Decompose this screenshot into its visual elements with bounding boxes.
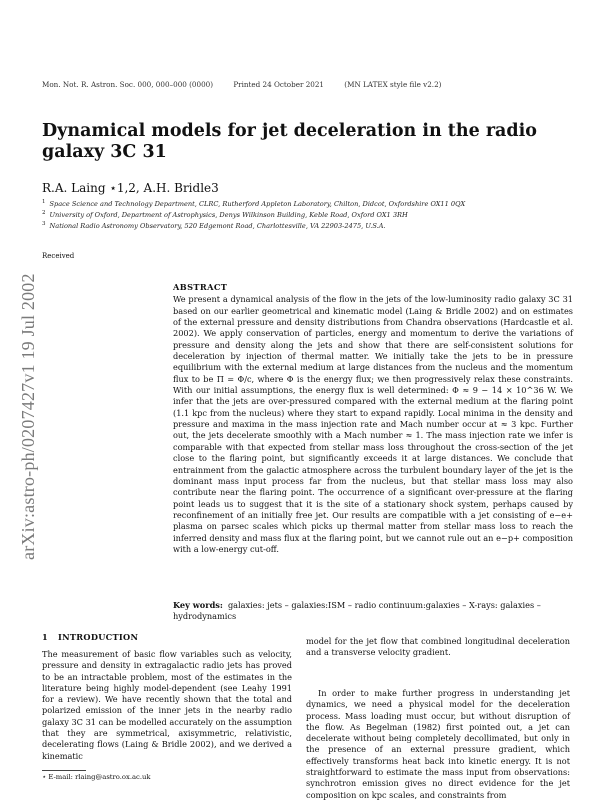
affiliation-number: 2 (42, 210, 46, 216)
intro-paragraph-1-end: model for the jet flow that combined longitudinal deceleration and a transverse velocity gradient. (306, 636, 570, 658)
section-number: 1 (42, 632, 48, 642)
author-list: R.A. Laing ⋆1,2, A.H. Bridle3 (42, 181, 219, 195)
affiliation-3 (42, 221, 386, 230)
affiliation-2 (42, 210, 408, 219)
right-column-continuation (306, 636, 570, 659)
paper-title: Dynamical models for jet deceleration in the radio galaxy 3C 31 (42, 121, 537, 162)
affiliation-text: National Radio Astronomy Observatory, 520 Edgemont Road, Charlottesville, VA 22903-2475, U.S.A. (49, 222, 386, 231)
received-line: Received (42, 252, 75, 260)
arxiv-identifier: arXiv:astro-ph/0207427v1 19 Jul 2002 (18, 273, 38, 560)
left-column (42, 649, 292, 762)
affiliation-1 (42, 199, 465, 208)
section-title: INTRODUCTION (58, 632, 139, 642)
journal-citation: Mon. Not. R. Astron. Soc. 000, 000–000 (0000) (42, 80, 214, 89)
abstract-text: We present a dynamical analysis of the flow in the jets of the low-luminosity radio galaxy 3C 31 based on our earlier geometrical and kinematic model (Laing & Bridle 2002) and on estimates of the external pressure and density distributions from Chandra observations (Hardcastle et al. 2002). We apply conservation of particles, energy and momentum to derive the variations of pressure and density along the jets and show that there are self-consistent solutions for deceleration by injection of thermal matter. We initially take the jets to be in pressure equilibrium with the external medium at large distances from the nucleus and the momentum flux to be Π = Φ/c, where Φ is the energy flux; we then progressively relax these constraints. With our initial assumptions, the energy flux is well determined: Φ ≈ 9 − 14 × 10^36 W. We infer that the jets are over-pressured compared with the external medium at the flaring point (1.1 kpc from the nucleus) where they start to expand rapidly. Local minima in the density and pressure and maxima in the mass injection rate and Mach number occur at ≈ 3 kpc. Further out, the jets decelerate smoothly with a Mach number ≈ 1. The mass injection rate we infer is comparable with that expected from stellar mass loss throughout the cross-section of the jet close to the flaring point, but significantly exceeds it at large distances. We conclude that entrainment from the galactic atmosphere across the turbulent boundary layer of the jet is the dominant mass input process far from the nucleus, but that stellar mass loss may also contribute near the flaring point. The occurrence of a significant over-pressure at the flaring point leads us to suggest that it is the site of a stationary shock system, perhaps caused by reconfinement of an initially free jet. Our results are compatible with a jet consisting of e−e+ plasma on parsec scales which picks up thermal matter from stellar mass loss to reach the inferred density and mass flux at the flaring point, but we cannot rule out an e−p+ composition with a low-energy cut-off. (173, 294, 573, 554)
affiliation-text: Space Science and Technology Department, CLRC, Rutherford Appleton Laboratory, Chilton, Didcot, Oxfordshire OX11 0QX (49, 200, 466, 209)
abstract-block (173, 282, 573, 555)
keywords-label: Key words: (173, 600, 223, 610)
running-header (42, 80, 459, 89)
abstract-heading: ABSTRACT (173, 282, 228, 292)
affiliation-text: University of Oxford, Department of Astrophysics, Denys Wilkinson Building, Keble Road, Oxford OX1 3RH (49, 211, 408, 220)
intro-paragraph-2: In order to make further progress in understanding jet dynamics, we need a physical model for the deceleration process. Mass loading must occur, but without disruption of the flow. As Begelman (1982) first pointed out, a jet can decelerate without being completely decollimated, but only in the presence of an external pressure gradient, which effectively transforms heat back into kinetic energy. It is not straightforward to estimate the mass input from observations: synchrotron emission gives no direct evidence for the jet composition on kpc scales, and constraints from (306, 688, 570, 800)
keywords-text: galaxies: jets – galaxies:ISM – radio continuum:galaxies – X-rays: galaxies – hydrodynamics (173, 600, 541, 621)
style-file-note: (MN LATEX style file v2.2) (344, 80, 442, 89)
affiliation-number: 3 (42, 221, 46, 227)
footnote-rule (42, 770, 86, 771)
print-date: Printed 24 October 2021 (233, 80, 324, 89)
keywords-block (173, 600, 573, 622)
intro-paragraph-1: The measurement of basic flow variables such as velocity, pressure and density in extragalactic radio jets has proved to be an intractable problem, most of the estimates in the literature being highly model-dependent (see Leahy 1991 for a review). We have recently shown that the total and polarized emission of the inner jets in the nearby radio galaxy 3C 31 can be modelled accurately on the assumption that they are symmetrical, axisymmetric, relativistic, decelerating flows (Laing & Bridle 2002), and we derived a kinematic (42, 649, 292, 761)
right-column (306, 688, 570, 801)
footnote-email: ⋆ E-mail: rlaing@astro.ox.ac.uk (42, 773, 151, 781)
affiliation-number: 1 (42, 199, 46, 205)
section-heading (42, 632, 148, 642)
